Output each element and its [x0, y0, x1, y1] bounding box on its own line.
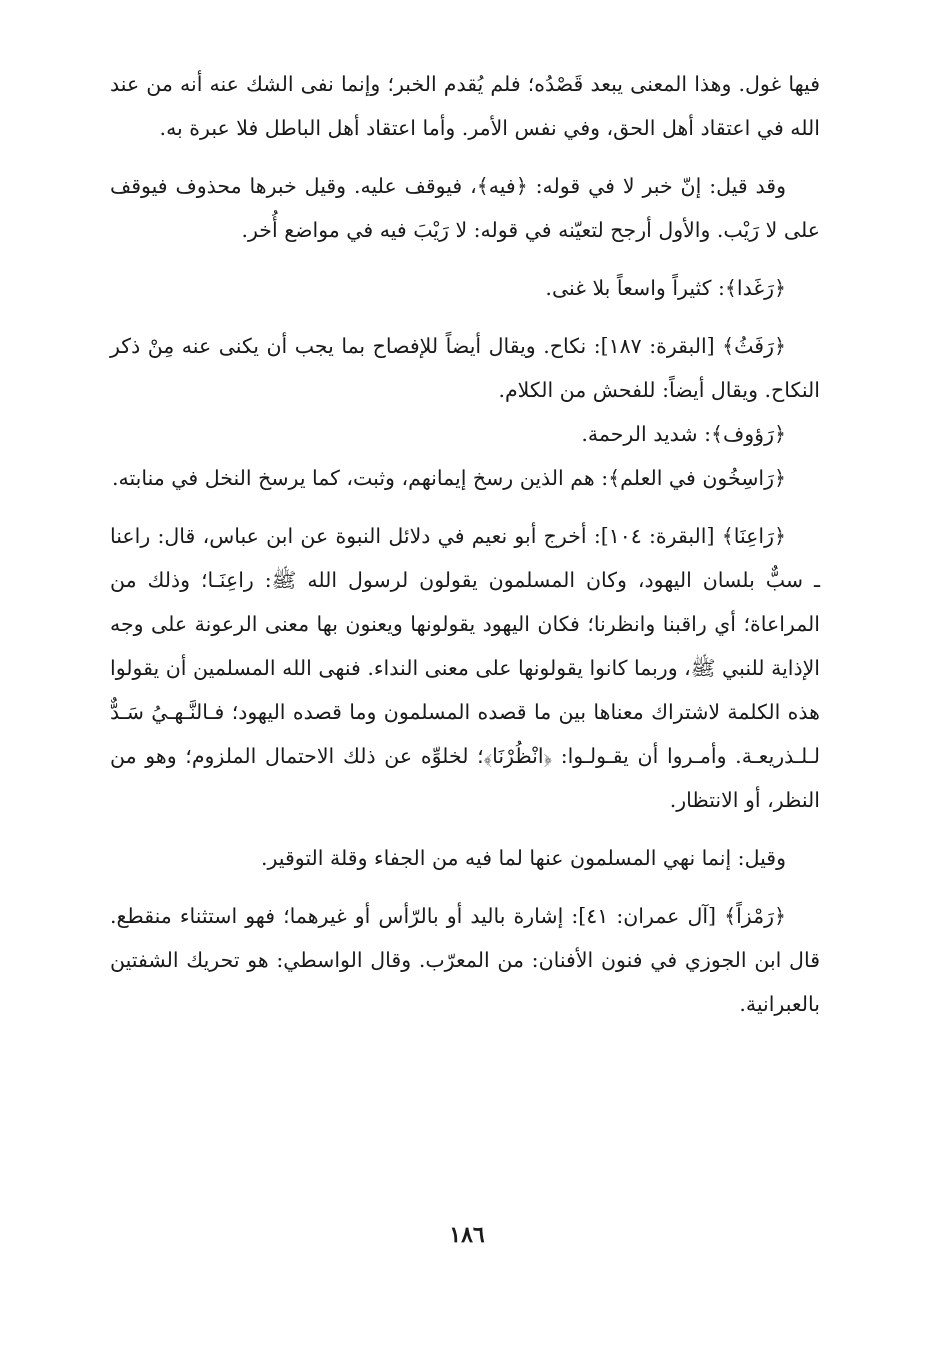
- paragraph-raina-note: وقيل: إنما نهي المسلمون عنها لما فيه من الجفاء وقلة التوقير.: [260, 846, 786, 870]
- entry-raina: ﴿رَاعِنَا﴾ [البقرة: ١٠٤]: أخرج أبو نعيم في دلائل النبوة عن ابن عباس، قال: راعنا ـ سبٌّ بلسان اليهود، وكان المسلمون يقولون لرسول الله ﷺ: راعِنَـا؛ وذلك من المراعاة؛ أي راقبنا وانظرنا؛ فكان اليهود يقولونها ويعنون بها معنى الرعونة على وجه الإذاية للنبي ﷺ، وربما كانوا يقولونها على معنى النداء. فنهى الله المسلمين أن يقولوا هذه الكلمة لاشتراك معناها بين ما قصده المسلمون وما قصده اليهود؛ فـالنَّـهـيُ سَـدٌّ لـلـذريعـة. وأمـروا أن يقـولـوا: ﴿انْظُرْنَا﴾؛ لخلوِّه عن ذلك الاحتمال الملزوم؛ وهو من النظر، أو الانتظار.: [110, 524, 820, 812]
- entry-raghada: ﴿رَغَدا﴾: كثيراً واسعاً بلا غنى.: [545, 276, 786, 300]
- page-number: ١٨٦: [449, 1222, 485, 1248]
- entry-ramzan: ﴿رَمْزاً﴾ [آل عمران: ٤١]: إشارة باليد أو بالرّأس أو غيرهما؛ فهو استثناء منقطع. قال ابن الجوزي في فنون الأفنان: من المعرّب. وقال الواسطي: هو تحريك الشفتين بالعبرانية.: [110, 904, 820, 1016]
- entry-rasikhun: ﴿رَاسِخُون في العلم﴾: هم الذين رسخ إيمانهم، وثبت، كما يرسخ النخل في منابته.: [111, 466, 786, 490]
- paragraph-la-rayb: وقد قيل: إنّ خبر لا في قوله: ﴿فيه﴾، فيوقف عليه. وقيل خبرها محذوف فيوقف على لا رَيْب. والأول أرجح لتعيّنه في قوله: لا رَيْبَ فيه في مواضع أُخر.: [110, 174, 820, 242]
- entry-rafath: ﴿رَفَثُ﴾ [البقرة: ١٨٧]: نكاح. ويقال أيضاً للإفصاح بما يجب أن يكنى عنه مِنْ ذكر النكاح. ويقال أيضاً: للفحش من الكلام.: [110, 334, 820, 402]
- entry-raouf: ﴿رَؤوف﴾: شديد الرحمة.: [581, 422, 786, 446]
- page-body: [110, 62, 820, 1040]
- paragraph-continuation: فيها غول. وهذا المعنى يبعد قَصْدُه؛ فلم يُقدم الخبر؛ وإنما نفى الشك عنه أنه من عند الله في اعتقاد أهل الحق، وفي نفس الأمر. وأما اعتقاد أهل الباطل فلا عبرة به.: [110, 72, 820, 140]
